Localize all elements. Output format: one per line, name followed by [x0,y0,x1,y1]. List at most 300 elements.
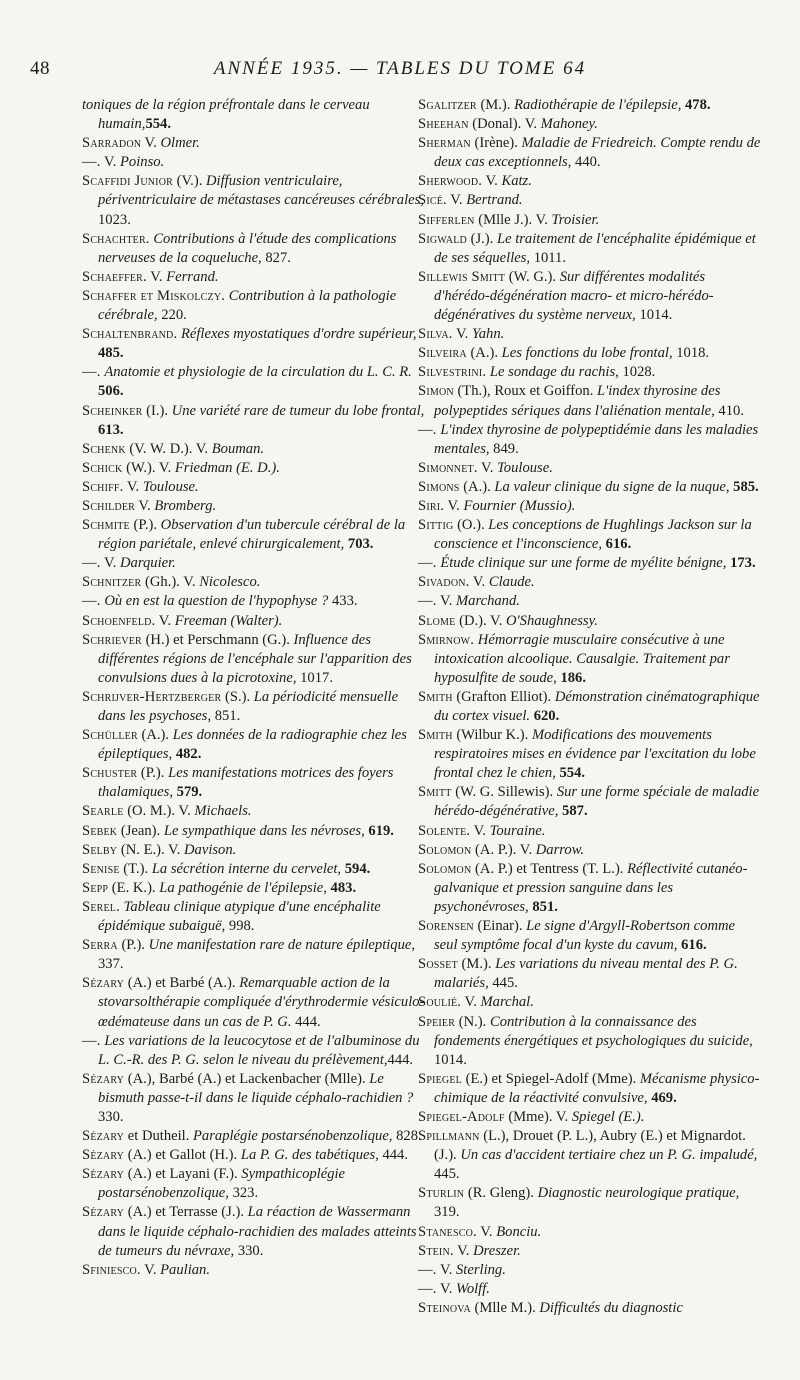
entry-title: Étude clinique sur une forme de myélite bénigne, [440,555,727,572]
index-entry [82,516,426,554]
entry-title: Diffusion ventriculaire, périventriculaire de métastases cancéreuses cérébrales, [98,173,424,209]
entry-title: L'index thyrosine de polypeptidémie dans les maladies mentales, [434,421,759,457]
index-entry [418,917,762,955]
entry-author: Scaffidi Junior [82,173,174,190]
entry-title: Difficultés du diagnostic [539,1299,683,1316]
entry-title: Le sondage du rachis, [489,364,619,381]
entry-title: Réflectivité cutanéo-galvanique et pression sanguine dans les psychonévroses, [434,860,748,915]
entry-title: Contribution à la connaissance des fondements énergétiques et psychologiques du suicide, [434,1013,753,1049]
index-entry [418,554,762,573]
entry-connector: (A.) et Layani (F.). [124,1166,242,1183]
entry-title: Paraplégie postarsénobenzolique, [193,1128,393,1145]
entry-author: Sézary [82,1166,125,1183]
entry-author: —. [82,555,101,572]
entry-page: 485. [98,345,124,362]
entry-title: Paulian. [160,1261,210,1278]
entry-page: 220. [157,307,187,324]
entry-page: 186. [556,669,586,686]
entry-title: Anatomie et physiologie de la circulation du L. C. R. [104,364,412,381]
entry-author: Smitt [418,784,452,801]
entry-connector: V. [452,326,472,343]
entry-connector: et Dutheil. [124,1128,194,1145]
entry-connector: (Einar). [473,918,527,935]
entry-page: 616. [602,536,632,553]
index-entry [82,841,426,860]
entry-author: Sherwood. [418,173,483,190]
entry-connector: (R. Gleng). [464,1185,538,1202]
index-entry [82,1261,426,1280]
entry-page: 1028. [618,364,656,381]
index-entry [82,612,426,631]
entry-connector: (T.). [119,860,152,877]
entry-page: 851. [528,898,558,915]
index-entry [418,612,762,631]
right-column [418,96,762,1318]
index-entry [82,134,426,153]
entry-author: —. [82,364,101,381]
entry-title: Tableau clinique atypique d'une encéphalite épidémique subaiguë, [98,898,381,935]
entry-connector: V. [436,593,456,610]
entry-connector: (O. M.). V. [123,803,195,820]
entry-page: 483. [326,879,357,896]
entry-author: Schuster [82,765,138,782]
index-entry [82,153,426,172]
entry-connector: (E.) et Spiegel-Adolf (Mme). [461,1070,640,1087]
entry-connector: (A.). [459,478,495,495]
index-entry [82,478,426,497]
entry-author: Smirnow. [418,631,475,648]
entry-author: Sittig [418,517,454,534]
entry-author: Sheehan [418,116,469,133]
entry-connector: (Grafton Elliot). [452,688,555,705]
entry-author: Schmite [82,517,130,534]
entry-connector: (N. E.). V. [117,841,184,858]
entry-author: Sillewis Smitt [418,268,506,285]
entry-author: Stein. [418,1242,454,1259]
entry-connector: (A.). [466,345,502,362]
entry-page: 554. [145,116,171,133]
index-entry [418,421,762,459]
entry-title: Sterling. [456,1261,506,1278]
entry-page: 587. [558,803,588,820]
entry-title: L'index thyrosine des polypeptides sériques dans l'aliénation mentale, [434,383,721,419]
entry-author: Solomon [418,841,472,858]
index-entry [82,822,426,841]
entry-title: Les manifestations motrices des foyers thalamiques, [98,765,394,801]
entry-title: Dreszer. [473,1242,521,1259]
entry-author: Schriever [82,631,142,648]
entry-author: Smith [418,688,453,705]
entry-title: Le traitement de l'encéphalite épidémique et de ses séquelles, [434,230,756,266]
index-entry [418,1070,762,1108]
entry-connector: (E. K.). [108,879,160,896]
entry-page: 849. [489,440,519,457]
index-entry [418,325,762,344]
entry-connector: V. [477,459,498,476]
entry-title: Les conceptions de Hughlings Jackson sur la conscience et l'inconscience, [434,517,752,553]
index-entry [418,344,762,363]
page-header [30,58,770,82]
entry-title: Maladie de Friedreich. Compte rendu de deux cas exceptionnels, [434,135,761,171]
entry-page: 827. [261,249,291,266]
entry-title: Bertrand. [466,192,523,209]
entry-author: Schnitzer [82,574,142,591]
index-entry [418,1223,762,1242]
index-entry [82,802,426,821]
entry-author: Serra [82,937,118,954]
entry-page: 469. [647,1089,677,1106]
index-entry [82,172,426,229]
entry-connector: (M.). [457,956,496,973]
entry-title: Remarquable action de la stovarsolthérapie compliquée d'érythrodermie vésiculo-œdémateuse dans un cas de P. G. [98,975,425,1030]
entry-connector: (Wilbur K.). [452,727,532,744]
index-entry [418,841,762,860]
entry-author: Schachter. [82,230,150,247]
index-entry [418,688,762,726]
entry-page: 444. [378,1147,408,1164]
entry-page: 620. [530,708,560,724]
entry-author: Schick [82,459,123,476]
entry-author: Sgalitzer [418,97,477,113]
entry-author: Sherman [418,135,471,152]
entry-title: Les variations de la leucocytose et de l'albuminose du L. C.-R. des P. G. selon le niveau du prélèvement, [98,1032,420,1068]
entry-author: Steinova [418,1299,471,1316]
index-entry [418,1261,762,1280]
index-entry [418,1299,762,1318]
entry-author: Smith [418,727,453,744]
entry-connector: (W. G. Sillewis). [451,784,557,801]
entry-page: 444. [387,1051,414,1068]
entry-connector: (O.). [453,517,489,534]
entry-connector: (S.). [221,688,254,705]
entry-title: Les données de la radiographie chez les épileptiques, [98,727,407,763]
entry-title: Michaels. [194,803,252,820]
entry-connector: (Donal). V. [468,116,541,133]
entry-title: Freeman (Walter). [174,612,283,629]
entry-title: Katz. [501,173,532,190]
entry-page: 1014. [434,1051,467,1068]
index-entry [82,497,426,516]
entry-author: Senise [82,860,120,877]
entry-title: Les fonctions du lobe frontal, [501,345,673,362]
entry-connector: (Mme). V. [504,1108,572,1125]
entry-page: 445. [488,975,518,992]
entry-author: Sepp [82,879,109,896]
entry-connector: (Th.), Roux et Goiffon. [453,383,598,400]
entry-author: —. [418,1261,437,1278]
index-entry [418,631,762,688]
entry-author: Soulié. [418,994,462,1011]
entry-title: Influence des différentes régions de l'encéphale sur l'apparition des convulsions dues à la picrotoxine, [98,631,412,686]
entry-author: Schenk [82,440,126,457]
entry-title: Spiegel (E.). [571,1108,645,1125]
index-entry [418,822,762,841]
entry-page: 703. [344,536,374,553]
entry-connector: (A. P.). V. [471,841,536,858]
entry-title: Mahoney. [540,116,598,133]
index-entry [82,1165,426,1203]
entry-title: Olmer. [160,135,200,152]
entry-connector: (W. G.). [505,268,560,285]
entry-connector: (A.), Barbé (A.) et Lackenbacher (Mlle). [124,1070,370,1087]
entry-title: Touraine. [489,822,546,839]
entry-title: La P. G. des tabétiques, [240,1147,379,1164]
entry-page: 616. [677,937,707,954]
entry-author: Solente. [418,822,471,839]
index-entry [418,1242,762,1261]
entry-page: 585. [729,478,759,495]
entry-page: 828. [392,1128,422,1145]
entry-title: O'Shaughnessy. [506,612,598,629]
entry-author: —. [82,593,101,610]
entry-title: Le signe d'Argyll-Robertson comme seul symptôme focal d'un kyste du cavum, [434,918,736,954]
entry-page: 579. [173,784,203,801]
entry-author: Simon [418,383,454,400]
entry-connector: (Mlle M.). [470,1299,540,1316]
entry-author: Scheinker [82,402,143,419]
entry-author: Sigwald [418,230,467,247]
index-entry [418,726,762,783]
entry-author: Sézary [82,1204,125,1221]
index-entry [418,1108,762,1127]
entry-connector: (A.) et Gallot (H.). [124,1147,241,1164]
entry-connector: (A.). [137,727,173,744]
entry-page: 1014. [635,307,673,324]
entry-author: Sturlin [418,1185,465,1202]
entry-connector: (Irène). [470,135,522,152]
index-entry [82,898,426,936]
entry-title: Radiothérapie de l'épilepsie, [514,97,682,113]
entry-connector: (M.). [476,97,515,113]
entry-title: Ferrand. [166,268,219,285]
entry-connector: V. [135,497,155,514]
entry-title: La réaction de Wassermann dans le liquide céphalo-rachidien des malades atteints de tumeurs du névraxe, [98,1204,417,1259]
index-entry [418,230,762,268]
entry-connector: V. [141,135,161,152]
entry-title: Sur différentes modalités d'hérédo-dégénération macro- et micro-hérédo-dégénératives du système nerveux, [434,268,714,324]
entry-connector: V. [461,994,481,1011]
index-entry [418,955,762,993]
entry-page: 173. [726,555,756,572]
entry-title: La pathogénie de l'épilepsie, [159,879,327,896]
entry-author: Searle [82,803,124,820]
entry-title: Mécanisme physico-chimique de la réactivité convulsive, [434,1070,760,1106]
entry-author: Schaeffer. [82,268,147,285]
entry-author: Schilder [82,497,136,514]
entry-connector: (A. P.) et Tentress (T. L.). [471,860,628,877]
index-entry [418,1013,762,1070]
entry-title: Poinso. [120,154,165,171]
entry-author: Sézary [82,1070,125,1087]
entry-connector: (N.). [455,1013,490,1030]
entry-connector: V. [444,497,464,514]
entry-author: Schaffer et Miskolczy. [82,287,226,304]
index-entry [418,172,762,191]
entry-author: Sézary [82,1147,125,1164]
entry-title: Claude. [488,574,535,591]
index-entry [82,764,426,802]
index-entry [418,516,762,554]
entry-author: —. [82,1032,101,1049]
entry-author: Sézary [82,975,125,992]
index-entry [82,1127,426,1146]
entry-page: 444. [291,1013,321,1030]
entry-title: Démonstration cinématographique du cortex visuel. [434,688,760,724]
entry-title: Les variations du niveau mental des P. G. malariés, [434,956,738,992]
index-entry [82,440,426,459]
entry-title: La valeur clinique du signe de la nuque, [494,478,730,495]
entry-connector: (J.). [466,230,497,247]
entry-title: Toulouse. [142,478,199,495]
running-title: ANNÉE 1935. — TABLES DU TOME 64 [213,58,587,79]
entry-connector: V. [436,1280,456,1297]
entry-title: toniques de la région préfrontale dans le cerveau humain, [82,97,370,133]
entry-title: Une manifestation rare de nature épileptique, [148,937,416,954]
entry-connector: V. [155,612,175,629]
entry-author: Schrijver-Hertzberger [82,688,222,705]
entry-connector: (Jean). [117,822,164,839]
page-number: 48 [30,58,50,79]
entry-author: Stanesco. [418,1223,477,1240]
entry-page: 319. [434,1204,460,1221]
entry-page: 440. [571,154,601,171]
entry-title: Troisier. [551,211,600,228]
entry-page: 998. [225,918,255,935]
entry-author: Schiff. [82,478,124,495]
entry-author: Simonnet. [418,459,478,476]
entry-title: Bonciu. [496,1223,542,1240]
index-entry [418,860,762,917]
entry-page: 613. [98,421,124,438]
entry-author: Sicé. [418,192,447,209]
entry-author: —. [418,421,437,438]
entry-author: Sézary [82,1128,125,1145]
entry-title: La sécrétion interne du cervelet, [151,860,342,877]
entry-connector: (P.). [137,765,169,782]
index-entry [418,363,762,382]
entry-title: Toulouse. [497,459,553,476]
index-entry [418,459,762,478]
entry-title: Davison. [184,841,237,858]
index-entry [82,860,426,879]
entry-author: Sivadon. [418,574,470,591]
entry-connector: V. [100,154,120,171]
index-entry [82,268,426,287]
index-entry [82,554,426,573]
entry-connector: (Mlle J.). V. [474,211,552,228]
entry-connector: (A.) et Terrasse (J.). [124,1204,248,1221]
entry-title: Wolff. [456,1280,490,1297]
entry-connector: (P.). [117,937,149,954]
entry-author: Silveira [418,345,467,362]
entry-page: 433. [328,593,358,610]
entry-page: 410. [714,402,744,419]
entry-page: 337. [98,956,124,973]
entry-page: 1023. [98,211,131,228]
entry-title: Sur une forme spéciale de maladie hérédo-dégénérative, [434,784,760,820]
entry-title: Sympathicoplégie postarsénobenzolique, [98,1166,346,1202]
entry-title: Le bismuth passe-t-il dans le liquide céphalo-rachidien ? [98,1070,414,1106]
index-entry [418,211,762,230]
entry-connector: (Gh.). V. [141,574,200,591]
entry-title: Une variété rare de tumeur du lobe frontal, [171,402,425,419]
entry-connector: (V. W. D.). V. [125,440,212,457]
entry-title: Bouman. [211,440,265,457]
entry-page: 330. [98,1108,124,1125]
entry-connector: V. [482,173,502,190]
entry-connector: (V.). [173,173,206,190]
entry-author: Silva. [418,326,453,343]
index-entry [82,592,426,611]
entry-author: —. [418,1280,437,1297]
entry-title: Diagnostic neurologique pratique, [537,1185,740,1202]
index-entry [82,879,426,898]
index-entry [82,974,426,1031]
entry-connector: (A.) et Barbé (A.). [124,975,240,992]
entry-connector: (H.) et Perschmann (G.). [141,631,294,648]
entry-title: La périodicité mensuelle dans les psychoses, [98,688,399,724]
entry-author: Solomon [418,860,472,877]
entry-author: Sebek [82,822,118,839]
entry-title: Marchal. [480,994,534,1011]
entry-author: Spiegel [418,1070,462,1087]
index-entry [418,573,762,592]
entry-page: 554. [555,765,586,782]
entry-title: Modifications des mouvements respiratoires mises en évidence par l'excitation du lobe frontal chez le chien, [434,727,756,782]
index-entry [418,115,762,134]
entry-author: Schüller [82,727,138,744]
index-entry [418,96,762,115]
entry-author: Sfiniesco. [82,1261,141,1278]
entry-connector: V. [146,268,167,285]
index-entry [418,592,762,611]
index-entry [418,191,762,210]
entry-author: Speier [418,1013,456,1030]
entry-author: Sorensen [418,918,474,935]
entry-page: 445. [434,1166,460,1183]
index-entry [418,478,762,497]
entry-author: Sifferlen [418,211,475,228]
entry-author: Sarradon [82,135,142,152]
entry-connector: V. [476,1223,497,1240]
index-entry [82,631,426,688]
index-entry [418,134,762,172]
entry-title: Darrow. [535,841,584,858]
index-entry [82,230,426,268]
index-entry [418,993,762,1012]
entry-title: Friedman (E. D.). [174,459,280,476]
index-entry [82,1146,426,1165]
index-entry [82,1203,426,1260]
index-entry [82,1070,426,1127]
entry-title: Réflexes myostatiques d'ordre supérieur, [180,326,417,343]
entry-author: Silvestrini. [418,364,487,381]
entry-page: 478. [681,97,711,113]
entry-connector: (L.), Drouet (P. L.), Aubry (E.) et Mignardot. (J.). [434,1128,746,1164]
entry-title: Où en est la question de l'hypophyse ? [104,593,329,610]
entry-title: Darquier. [120,555,176,572]
index-entry [418,268,762,325]
entry-author: Siri. [418,497,445,514]
index-entry [82,325,426,363]
entry-connector: V. [100,555,120,572]
index-entry [82,726,426,764]
index-entry [82,96,426,134]
entry-connector: (P.). [129,517,161,534]
entry-connector: V. [123,478,143,495]
entry-connector: V. [453,1242,474,1259]
entry-connector: (I.). [142,402,172,419]
